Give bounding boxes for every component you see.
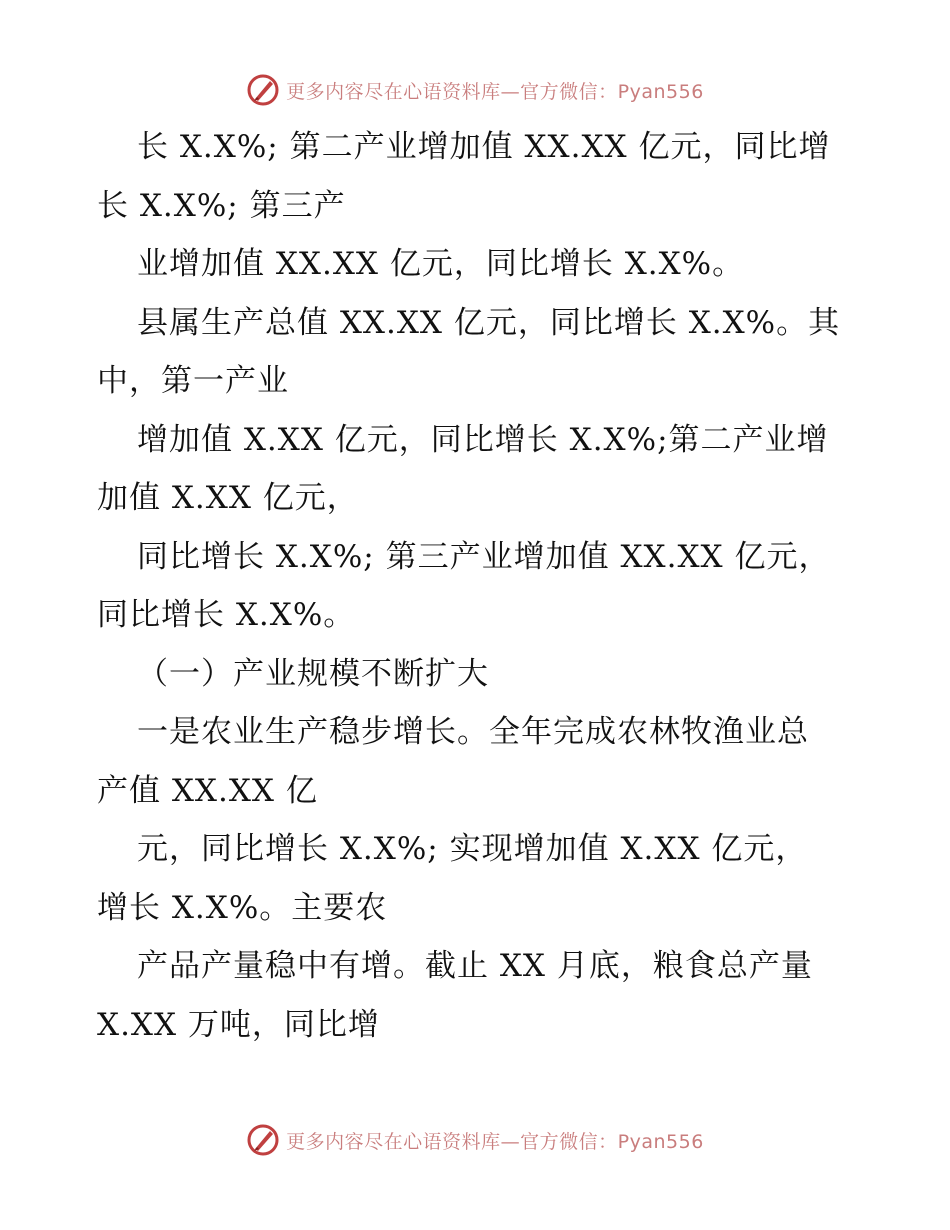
watermark-text: 更多内容尽在心语资料库—官方微信：Pyan556: [286, 1130, 704, 1153]
text-line: 元，同比增长 X.X%; 实现增加值 X.XX 亿元，: [137, 831, 808, 867]
quill-pen-logo-icon: [246, 73, 280, 107]
text-line: 同比增长 X.X%。: [97, 597, 356, 633]
quill-pen-logo-icon: [246, 1123, 280, 1157]
text-line: 业增加值 XX.XX 亿元，同比增长 X.X%。: [137, 246, 745, 282]
text-line: 一是农业生产稳步增长。全年完成农林牧渔业总: [137, 714, 809, 750]
text-line: 增加值 X.XX 亿元，同比增长 X.X%;第二产业增: [137, 421, 829, 458]
text-line: 中，第一产业: [97, 363, 289, 399]
text-line: （一）产业规模不断扩大: [137, 655, 489, 692]
text-line: 县属生产总值 XX.XX 亿元，同比增长 X.X%。其: [137, 304, 841, 341]
watermark-text: 更多内容尽在心语资料库—官方微信：Pyan556: [286, 80, 704, 103]
text-line: 长 X.X%; 第三产: [97, 187, 346, 224]
text-line: 产品产量稳中有增。截止 XX 月底，粮食总产量: [137, 948, 813, 984]
text-line: 同比增长 X.X%; 第三产业增加值 XX.XX 亿元，: [137, 538, 831, 575]
text-line: 加值 X.XX 亿元，: [97, 480, 359, 516]
header-watermark: [0, 70, 950, 110]
text-line: 增长 X.X%。主要农: [97, 889, 388, 926]
footer-watermark: [0, 1120, 950, 1160]
document-body: [97, 118, 857, 1054]
text-line: X.XX 万吨，同比增: [97, 1006, 380, 1043]
text-line: 产值 XX.XX 亿: [97, 772, 318, 809]
text-line: 长 X.X%; 第二产业增加值 XX.XX 亿元，同比增: [137, 129, 831, 165]
